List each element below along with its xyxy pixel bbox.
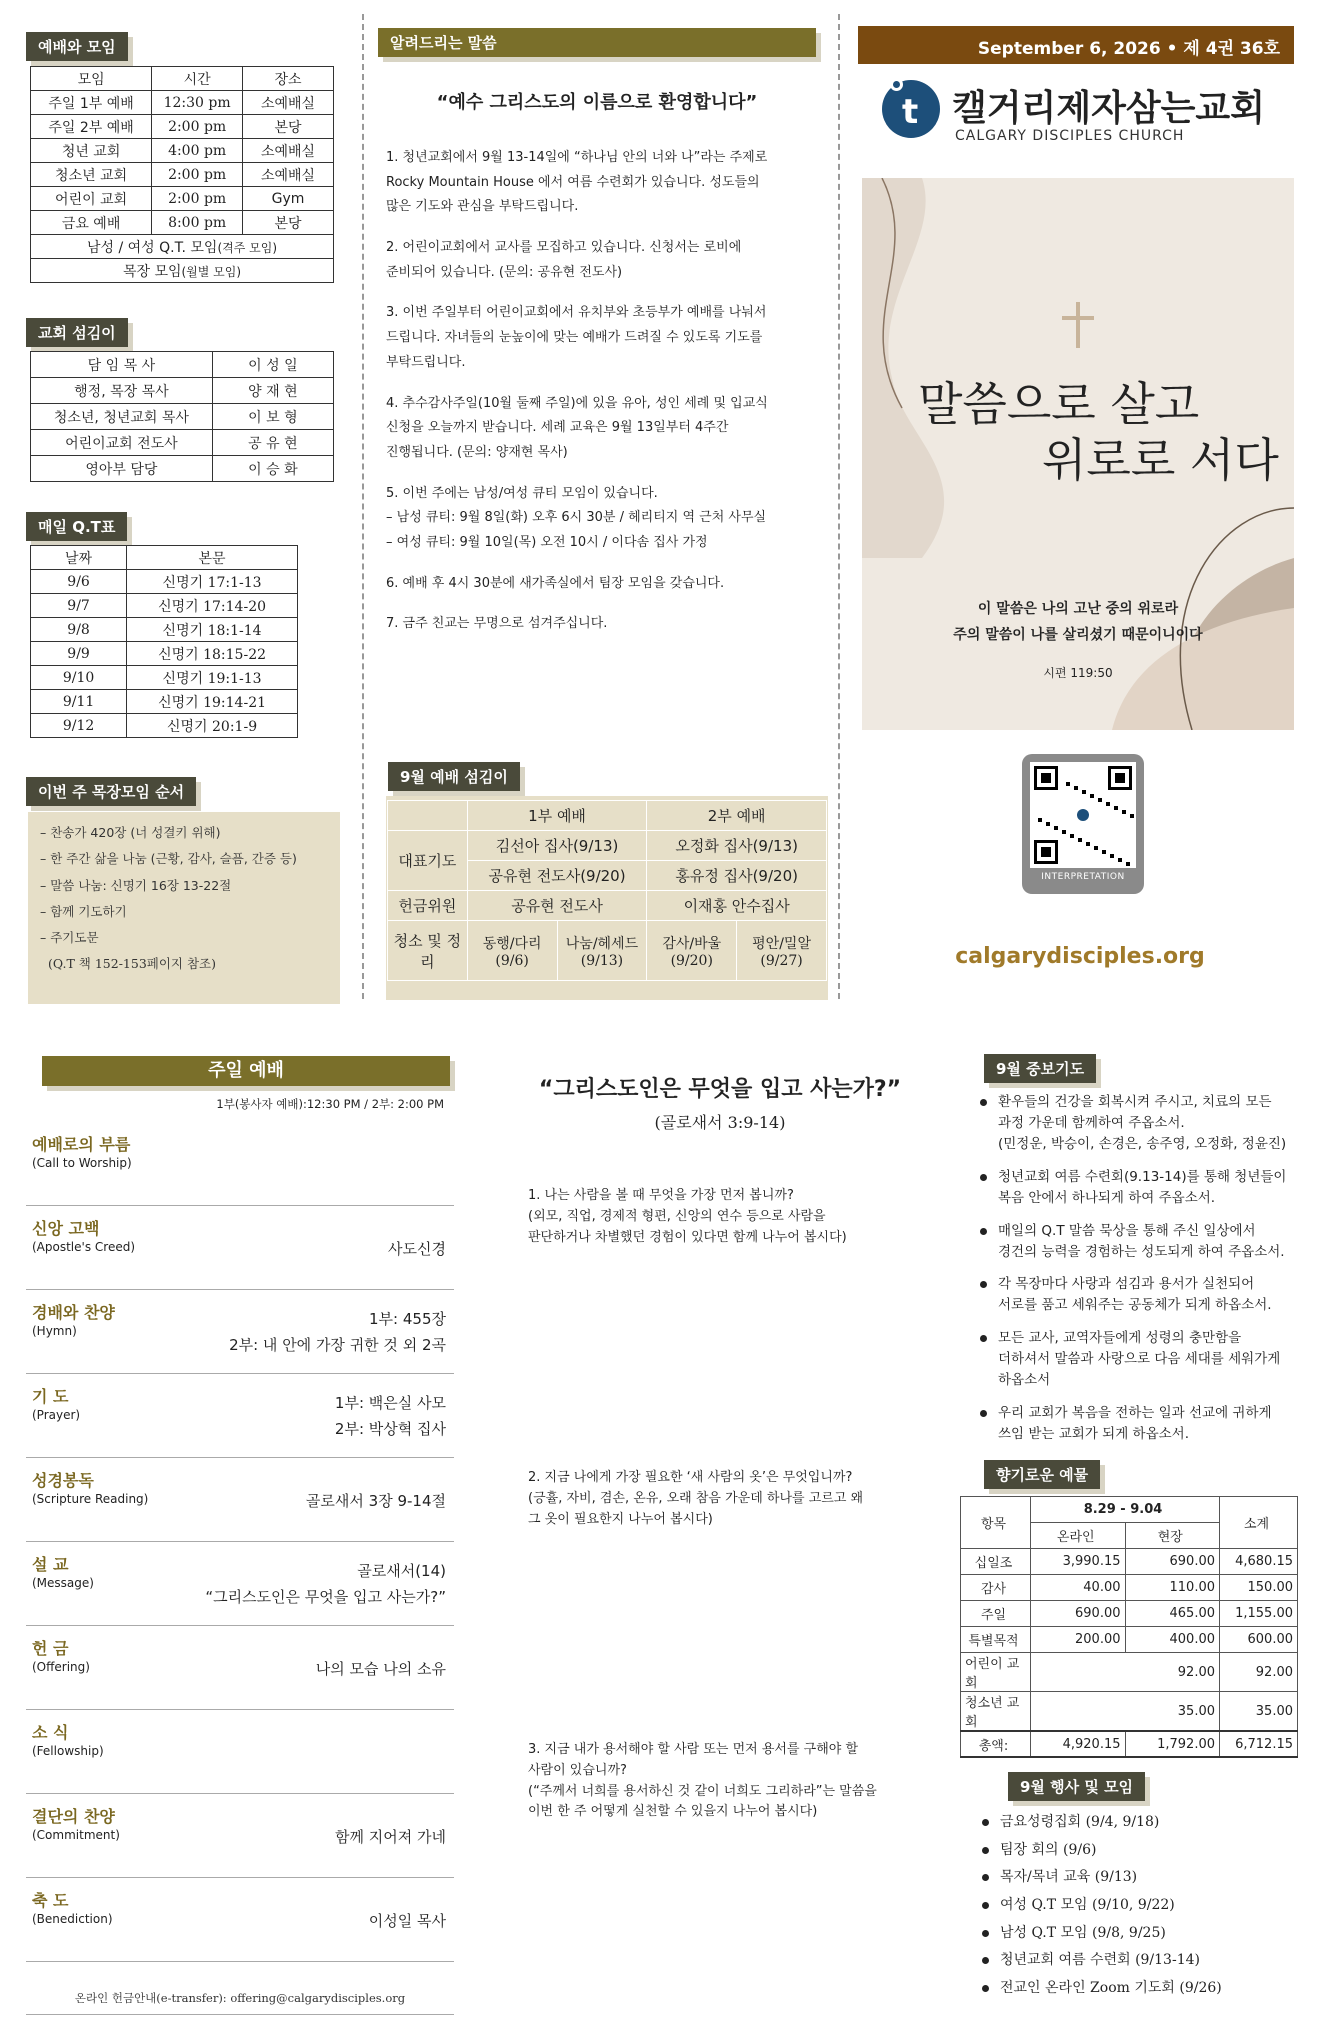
offering-table xyxy=(960,1496,1298,1758)
cover-title-line1: 말씀으로 살고 xyxy=(918,377,1200,431)
liturgy-item-detail xyxy=(335,1824,446,1850)
gatherings-header-row xyxy=(31,67,334,91)
liturgy-item-english: (Fellowship) xyxy=(32,1744,104,1758)
liturgy-item-title: 소 식 xyxy=(32,1723,69,1742)
liturgy-item-title: 성경봉독 xyxy=(32,1471,94,1490)
gatherings-header-cell: 시간 xyxy=(152,67,243,91)
offering-value: 200.00 xyxy=(1031,1627,1126,1653)
servers-cell: 김선아 집사(9/13) xyxy=(467,831,647,861)
event-item: 금요성령집회 (9/4, 9/18) xyxy=(974,1812,1304,1834)
cell-order-item: – 찬송가 420장 (너 성결키 위해) xyxy=(40,825,221,840)
liturgy-detail-line: 2부: 내 안에 가장 귀한 것 외 2곡 xyxy=(229,1336,446,1355)
servers-row-label: 청소 및 정리 xyxy=(388,921,468,981)
prayer-item: 환우들의 건강을 회복시켜 주시고, 치료의 모든 과정 가운데 함께하여 주옵소서. (민정운, 박승이, 손경은, 송주영, 오정화, 정윤진) xyxy=(972,1092,1310,1155)
qt-date: 9/8 xyxy=(31,618,127,642)
cell-order-item: – 한 주간 삶을 나눔 (근황, 감사, 슬픔, 간증 등) xyxy=(40,851,297,867)
servers-row xyxy=(388,891,827,921)
liturgy-item xyxy=(26,1374,454,1458)
liturgy-item-detail xyxy=(388,1236,446,1262)
liturgy-item-detail xyxy=(369,1908,446,1934)
qt-passage: 신명기 17:14-20 xyxy=(127,594,298,618)
servers-cell: 이재홍 안수집사 xyxy=(647,891,827,921)
prayer-item: 매일의 Q.T 말씀 묵상을 통해 주신 일상에서 경건의 능력을 경험하는 성도되게 하여 주옵소서. xyxy=(972,1221,1310,1263)
offering-value: 92.00 xyxy=(1031,1653,1220,1692)
offering-total-row xyxy=(961,1731,1298,1757)
offering-label: 특별목적 xyxy=(961,1627,1031,1653)
liturgy-item-title: 경배와 찬양 xyxy=(32,1303,115,1322)
servers-row-label: 대표기도 xyxy=(388,831,468,891)
qt-row xyxy=(31,714,298,738)
offering-total-label: 총액: xyxy=(961,1731,1031,1757)
gatherings-cell: Gym xyxy=(243,187,334,211)
gatherings-extra-label: 남성 / 여성 Q.T. 모임 xyxy=(86,239,218,256)
sermon-question-3: 3. 지금 내가 용서해야 할 사람 또는 먼저 용서를 구해야 할 사람이 있습니까? (“주께서 너희를 용서하신 것 같이 너희도 그리하라”는 말씀을 이번 한 주 어떻게 실천할 수 있을지 나누어 봅시다) xyxy=(528,1742,877,1820)
offering-header-row xyxy=(961,1497,1298,1523)
welcome-text: “예수 그리스도의 이름으로 환영합니다” xyxy=(436,92,758,113)
qt-table xyxy=(30,545,298,738)
qt-passage: 신명기 17:1-13 xyxy=(127,570,298,594)
qt-date: 9/11 xyxy=(31,690,127,714)
notice-item: 7. 금주 친교는 무명으로 섬겨주십니다. xyxy=(386,616,608,632)
qt-header-row xyxy=(31,546,298,570)
gatherings-cell: 소예배실 xyxy=(243,163,334,187)
staff-table xyxy=(30,351,334,482)
gatherings-cell: 2:00 pm xyxy=(152,163,243,187)
liturgy-item xyxy=(26,1710,454,1794)
gatherings-cell: 12:30 pm xyxy=(152,91,243,115)
liturgy-item-english: (Apostle's Creed) xyxy=(32,1240,136,1254)
liturgy-item-title: 신앙 고백 xyxy=(32,1219,100,1238)
offering-row xyxy=(961,1549,1298,1575)
liturgy-detail-line: 이성일 목사 xyxy=(368,1912,446,1930)
sermon-question-1: 1. 나는 사람을 볼 때 무엇을 가장 먼저 봅니까? (외모, 직업, 경제적 형편, 신앙의 연수 등으로 사람을 판단하거나 차별했던 경험이 있다면 함께 나누어 봅시다) xyxy=(528,1188,847,1245)
gatherings-cell: 소예배실 xyxy=(243,91,334,115)
notices-list xyxy=(386,146,826,653)
offering-row xyxy=(961,1601,1298,1627)
qt-row xyxy=(31,690,298,714)
liturgy-detail-line: 골로새서(14) xyxy=(357,1562,446,1580)
qr-caption: INTERPRETATION xyxy=(1041,872,1125,882)
gatherings-extra-note: (월별 모임) xyxy=(181,264,242,279)
staff-role: 담 임 목 사 xyxy=(31,352,213,378)
servers-team: 평안/밀알 xyxy=(752,935,811,952)
liturgy-item-detail xyxy=(335,1390,446,1443)
cross-icon xyxy=(1076,302,1080,348)
prayer-list xyxy=(972,1092,1310,1457)
date-banner: September 6, 2026 • 제 4권 36호 xyxy=(858,26,1294,64)
servers-team: 나눔/헤세드 xyxy=(565,935,639,952)
liturgy-detail-line: 나의 모습 나의 소유 xyxy=(315,1660,446,1678)
offering-label: 청소년 교회 xyxy=(961,1692,1031,1732)
servers-date: (9/27) xyxy=(760,952,803,969)
staff-row xyxy=(31,378,334,404)
offering-value: 40.00 xyxy=(1031,1575,1126,1601)
qt-date: 9/7 xyxy=(31,594,127,618)
cover-image xyxy=(862,178,1294,730)
offering-row xyxy=(961,1575,1298,1601)
cell-note: (Q.T 책 152-153페이지 참조) xyxy=(48,956,217,972)
gatherings-cell: 본당 xyxy=(243,115,334,139)
section-title-cell: 이번 주 목장모임 순서 xyxy=(26,777,196,806)
cover-verse-ref: 시편 119:50 xyxy=(1043,666,1113,680)
offering-total-value: 6,712.15 xyxy=(1220,1731,1298,1757)
cover-verse2: 주의 말씀이 나를 살리셨기 때문이니이다 xyxy=(953,627,1203,643)
offering-label: 어린이 교회 xyxy=(961,1653,1031,1692)
offering-header-site: 현장 xyxy=(1125,1523,1220,1549)
gatherings-cell: 소예배실 xyxy=(243,139,334,163)
gatherings-header-cell: 모임 xyxy=(31,67,152,91)
qt-row xyxy=(31,642,298,666)
qt-row xyxy=(31,618,298,642)
liturgy-item-english: (Offering) xyxy=(32,1660,90,1674)
offering-value: 150.00 xyxy=(1220,1575,1298,1601)
offering-value: 4,680.15 xyxy=(1220,1549,1298,1575)
liturgy-item-detail xyxy=(205,1558,446,1611)
event-item: 여성 Q.T 모임 (9/10, 9/22) xyxy=(974,1895,1304,1917)
servers-cell: 공유현 전도사(9/20) xyxy=(467,861,647,891)
section-title-prayer: 9월 중보기도 xyxy=(984,1054,1096,1083)
liturgy-detail-line: 1부: 백은실 사모 xyxy=(334,1394,446,1412)
offering-total-value: 4,920.15 xyxy=(1031,1731,1126,1757)
church-name-en: CALGARY DISCIPLES CHURCH xyxy=(955,128,1185,144)
servers-date: (9/6) xyxy=(495,952,529,969)
section-title-liturgy: 주일 예배 xyxy=(42,1056,450,1086)
staff-name: 이 승 화 xyxy=(212,456,333,482)
gatherings-row xyxy=(31,139,334,163)
church-logo-icon: t xyxy=(882,80,940,138)
offering-value: 690.00 xyxy=(1125,1549,1220,1575)
servers-team: 동행/다리 xyxy=(482,935,542,952)
gatherings-cell: 8:00 pm xyxy=(152,211,243,235)
event-item: 목자/목녀 교육 (9/13) xyxy=(974,1867,1304,1889)
servers-row xyxy=(388,921,827,981)
prayer-item: 모든 교사, 교역자들에게 성령의 충만함을 더하셔서 말씀과 사랑으로 다음 세대를 세워가게 하옵소서 xyxy=(972,1328,1310,1391)
offering-header-item: 항목 xyxy=(961,1497,1031,1549)
prayer-item: 우리 교회가 복음을 전하는 일과 선교에 귀하게 쓰임 받는 교회가 되게 하옵소서. xyxy=(972,1403,1310,1445)
gatherings-extra-label: 목장 모임 xyxy=(122,263,182,280)
gatherings-cell: 주일 1부 예배 xyxy=(31,91,152,115)
staff-role: 어린이교회 전도사 xyxy=(31,430,213,456)
notice-item: 1. 청년교회에서 9월 13-14일에 “하나님 안의 너와 나”라는 주제로 Rocky Mountain House 에서 여름 수련회가 있습니다. 성도들의 많은 기도와 관심을 부탁드립니다. xyxy=(386,150,768,215)
offering-value: 92.00 xyxy=(1220,1653,1298,1692)
offering-value: 1,155.00 xyxy=(1220,1601,1298,1627)
servers-team: 감사/바울 xyxy=(662,935,722,952)
liturgy-item-english: (Message) xyxy=(32,1576,94,1590)
offering-value: 35.00 xyxy=(1031,1692,1220,1732)
staff-row xyxy=(31,404,334,430)
gatherings-cell: 4:00 pm xyxy=(152,139,243,163)
gatherings-extra-cell xyxy=(31,259,334,283)
cell-order-box xyxy=(28,812,340,1004)
liturgy-detail-line: “그리스도인은 무엇을 입고 사는가?” xyxy=(205,1588,446,1607)
staff-name: 공 유 현 xyxy=(212,430,333,456)
offering-value: 690.00 xyxy=(1031,1601,1126,1627)
liturgy-item xyxy=(26,1626,454,1710)
servers-box xyxy=(386,796,828,1000)
servers-date: (9/13) xyxy=(580,952,624,969)
qt-header-cell: 본문 xyxy=(127,546,298,570)
offering-value: 600.00 xyxy=(1220,1627,1298,1653)
servers-cell: 홍유정 집사(9/20) xyxy=(647,861,827,891)
qt-passage: 신명기 19:14-21 xyxy=(127,690,298,714)
sermon-ref: (골로새서 3:9-14) xyxy=(654,1113,786,1132)
staff-role: 영아부 담당 xyxy=(31,456,213,482)
sermon-question-2: 2. 지금 나에게 가장 필요한 ‘새 사람의 옷’은 무엇입니까? (긍휼, 자비, 겸손, 온유, 오래 참음 가운데 하나를 고르고 왜 그 옷이 필요한지 나누어 봅시다) xyxy=(528,1470,864,1527)
offering-value: 3,990.15 xyxy=(1031,1549,1126,1575)
gatherings-row xyxy=(31,91,334,115)
event-item: 남성 Q.T 모임 (9/8, 9/25) xyxy=(974,1923,1304,1945)
servers-cell xyxy=(647,921,737,981)
gatherings-cell: 금요 예배 xyxy=(31,211,152,235)
liturgy-item-title: 예배로의 부름 xyxy=(32,1135,131,1154)
qt-date: 9/9 xyxy=(31,642,127,666)
notice-item: 5. 이번 주에는 남성/여성 큐티 모임이 있습니다. – 남성 큐티: 9월 8일(화) 오후 6시 30분 / 헤리티지 역 근처 사무실 – 여성 큐티: 9월 10일(목) 오전 10시 / 이다솜 집사 가정 xyxy=(386,485,767,550)
liturgy-item-title: 결단의 찬양 xyxy=(32,1807,115,1826)
liturgy-item-detail xyxy=(316,1656,446,1682)
offering-row xyxy=(961,1692,1298,1732)
offering-total-value: 1,792.00 xyxy=(1125,1731,1220,1757)
offering-header-total: 소계 xyxy=(1220,1497,1298,1549)
gatherings-cell: 청년 교회 xyxy=(31,139,152,163)
liturgy-item-english: (Hymn) xyxy=(32,1324,77,1338)
servers-row xyxy=(388,831,827,861)
staff-name: 이 보 형 xyxy=(212,404,333,430)
section-title-events: 9월 행사 및 모임 xyxy=(1008,1772,1145,1801)
gatherings-row xyxy=(31,187,334,211)
gatherings-extra-cell xyxy=(31,235,334,259)
liturgy-item-title: 축 도 xyxy=(32,1891,69,1910)
section-title-offering: 향기로운 예물 xyxy=(984,1460,1100,1489)
event-item: 팀장 회의 (9/6) xyxy=(974,1840,1304,1862)
qt-date: 9/10 xyxy=(31,666,127,690)
notice-item: 2. 어린이교회에서 교사를 모집하고 있습니다. 신청서는 로비에 준비되어 있습니다. (문의: 공유현 전도사) xyxy=(386,240,742,280)
qr-code[interactable] xyxy=(1022,754,1144,894)
servers-header-row xyxy=(388,801,827,831)
section-title-gatherings: 예배와 모임 xyxy=(26,32,128,61)
servers-cell: 오정화 집사(9/13) xyxy=(647,831,827,861)
gatherings-cell: 청소년 교회 xyxy=(31,163,152,187)
gatherings-row xyxy=(31,163,334,187)
liturgy-item-title: 설 교 xyxy=(32,1555,69,1574)
offering-row xyxy=(961,1653,1298,1692)
liturgy-item xyxy=(26,1458,454,1542)
liturgy-item-detail xyxy=(306,1488,446,1514)
offering-label: 십일조 xyxy=(961,1549,1031,1575)
qt-header-cell: 날짜 xyxy=(31,546,127,570)
offering-value: 110.00 xyxy=(1125,1575,1220,1601)
staff-row xyxy=(31,456,334,482)
liturgy-item-title: 헌 금 xyxy=(32,1639,69,1658)
staff-name: 이 성 일 xyxy=(212,352,333,378)
liturgy-item-detail xyxy=(229,1306,446,1359)
qt-row xyxy=(31,570,298,594)
qt-passage: 신명기 19:1-13 xyxy=(127,666,298,690)
liturgy-item xyxy=(26,1290,454,1374)
staff-row xyxy=(31,430,334,456)
event-item: 청년교회 여름 수련회 (9/13-14) xyxy=(974,1950,1304,1972)
qr-code-icon xyxy=(1030,762,1136,868)
staff-name: 양 재 현 xyxy=(212,378,333,404)
liturgy-item-english: (Commitment) xyxy=(32,1828,120,1842)
qt-date: 9/6 xyxy=(31,570,127,594)
servers-cell xyxy=(737,921,827,981)
event-item: 전교인 온라인 Zoom 기도회 (9/26) xyxy=(974,1978,1304,2000)
liturgy-item-title: 기 도 xyxy=(32,1387,69,1406)
offering-header-period: 8.29 - 9.04 xyxy=(1031,1497,1220,1523)
offering-value: 465.00 xyxy=(1125,1601,1220,1627)
offering-row xyxy=(961,1627,1298,1653)
offering-label: 감사 xyxy=(961,1575,1031,1601)
section-title-qt: 매일 Q.T표 xyxy=(26,512,127,541)
liturgy-item-english: (Scripture Reading) xyxy=(32,1492,149,1506)
qt-passage: 신명기 18:1-14 xyxy=(127,618,298,642)
servers-col-1: 1부 예배 xyxy=(467,801,647,831)
church-name-kr: 캘거리제자삼는교회 xyxy=(952,88,1265,129)
offering-label: 주일 xyxy=(961,1601,1031,1627)
section-title-servers: 9월 예배 섬김이 xyxy=(388,762,520,791)
notice-item: 6. 예배 후 4시 30분에 새가족실에서 팀장 모임을 갖습니다. xyxy=(386,575,725,591)
liturgy-footer: 온라인 헌금안내(e-transfer): offering@calgarydisciples.org xyxy=(26,1990,454,2015)
servers-cell: 공유현 전도사 xyxy=(467,891,647,921)
gatherings-table xyxy=(30,66,334,283)
gatherings-row xyxy=(31,235,334,259)
staff-row xyxy=(31,352,334,378)
gatherings-cell: 본당 xyxy=(243,211,334,235)
liturgy-item xyxy=(26,1206,454,1290)
staff-role: 행정, 목장 목사 xyxy=(31,378,213,404)
offering-value: 35.00 xyxy=(1220,1692,1298,1732)
cell-order-item: – 함께 기도하기 xyxy=(40,903,127,919)
section-title-staff: 교회 섬김이 xyxy=(26,318,128,347)
qt-passage: 신명기 20:1-9 xyxy=(127,714,298,738)
website-link[interactable]: calgarydisciples.org xyxy=(955,944,1205,969)
servers-col-2: 2부 예배 xyxy=(647,801,827,831)
prayer-item: 청년교회 여름 수련회(9.13-14)를 통해 청년들이 복음 안에서 하나되게 하여 주옵소서. xyxy=(972,1167,1310,1209)
gatherings-cell: 2:00 pm xyxy=(152,187,243,211)
servers-date: (9/20) xyxy=(670,952,713,969)
liturgy-detail-line: 함께 지어져 가네 xyxy=(335,1828,446,1846)
notice-item: 4. 추수감사주일(10월 둘째 주일)에 있을 유아, 성인 세례 및 입교식 신청을 오늘까지 받습니다. 세례 교육은 9월 13일부터 4주간 진행됩니다. (문의: 양재현 목사) xyxy=(386,395,768,460)
servers-cell xyxy=(557,921,647,981)
prayer-item: 각 목장마다 사랑과 섬김과 용서가 실천되어 서로를 품고 세워주는 공동체가 되게 하옵소서. xyxy=(972,1274,1310,1316)
events-list xyxy=(974,1812,1304,2006)
offering-value: 400.00 xyxy=(1125,1627,1220,1653)
qt-date: 9/12 xyxy=(31,714,127,738)
liturgy-item-english: (Prayer) xyxy=(32,1408,81,1422)
gatherings-header-cell: 장소 xyxy=(243,67,334,91)
gatherings-row xyxy=(31,259,334,283)
gatherings-row xyxy=(31,211,334,235)
fold-line-left xyxy=(362,14,364,999)
staff-role: 청소년, 청년교회 목사 xyxy=(31,404,213,430)
qt-row xyxy=(31,594,298,618)
liturgy-times: 1부(봉사자 예배):12:30 PM / 2부: 2:00 PM xyxy=(216,1097,444,1111)
cell-order-item: – 주기도문 xyxy=(40,930,99,945)
fold-line-right xyxy=(838,14,840,999)
notice-item: 3. 이번 주일부터 어린이교회에서 유치부와 초등부가 예배를 나눠서 드립니다. 자녀들의 눈높이에 맞는 예배가 드려질 수 있도록 기도를 부탁드립니다. xyxy=(386,305,767,370)
liturgy-item xyxy=(26,1122,454,1206)
gatherings-extra-note: (격주 모임) xyxy=(217,240,278,255)
gatherings-cell: 어린이 교회 xyxy=(31,187,152,211)
gatherings-cell: 2:00 pm xyxy=(152,115,243,139)
qt-row xyxy=(31,666,298,690)
qt-passage: 신명기 18:15-22 xyxy=(127,642,298,666)
servers-cell xyxy=(467,921,557,981)
gatherings-row xyxy=(31,115,334,139)
servers-row-label: 헌금위원 xyxy=(388,891,468,921)
gatherings-cell: 주일 2부 예배 xyxy=(31,115,152,139)
liturgy-detail-line: 사도신경 xyxy=(388,1240,446,1258)
liturgy-detail-line: 골로새서 3장 9-14절 xyxy=(305,1492,446,1510)
servers-corner xyxy=(388,801,468,831)
liturgy-item xyxy=(26,1542,454,1626)
sermon-title: “그리스도인은 무엇을 입고 사는가?” xyxy=(538,1077,902,1102)
liturgy-item xyxy=(26,1794,454,1878)
cover-title-line2: 위로로 서다 xyxy=(1042,433,1279,487)
liturgy-item-english: (Call to Worship) xyxy=(32,1156,132,1170)
liturgy-detail-line: 2부: 박상혁 집사 xyxy=(334,1420,446,1439)
liturgy-item xyxy=(26,1878,454,1962)
cover-verse1: 이 말씀은 나의 고난 중의 위로라 xyxy=(977,601,1179,617)
section-title-notices: 알려드리는 말씀 xyxy=(378,28,816,57)
cell-order-item: – 말씀 나눔: 신명기 16장 13-22절 xyxy=(40,877,232,893)
liturgy-item-english: (Benediction) xyxy=(32,1912,113,1926)
offering-header-online: 온라인 xyxy=(1031,1523,1126,1549)
liturgy-detail-line: 1부: 455장 xyxy=(369,1310,446,1328)
